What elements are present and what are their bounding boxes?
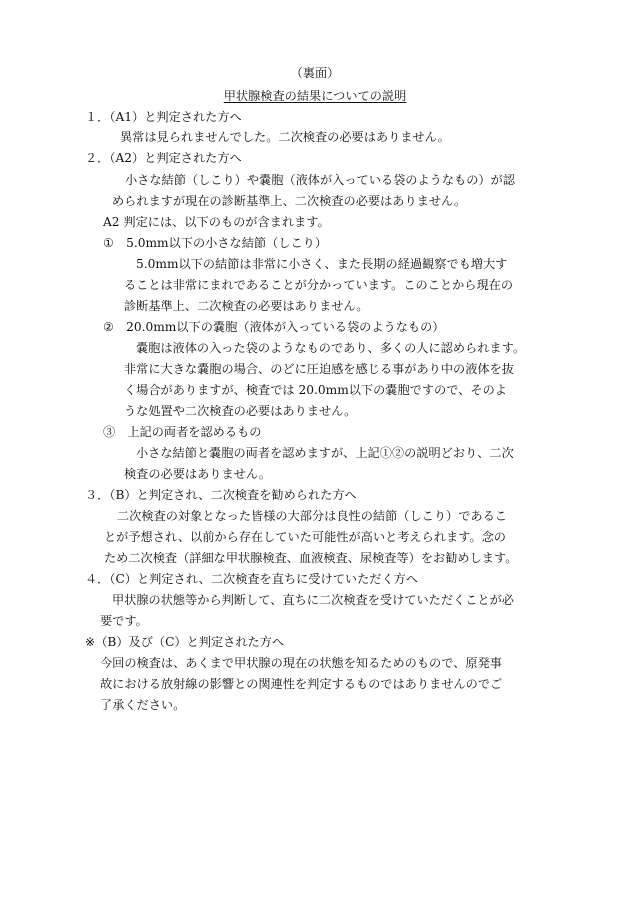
section-2-body-line: 小さな結節（しこり）や嚢胞（液体が入っている袋のようなもの）が認 — [125, 173, 515, 187]
item-2-body-line: 非常に大きな嚢胞の場合、のどに圧迫感を感じる事があり中の液体を抜 — [124, 362, 514, 376]
section-1-heading: １．（A1）と判定された方へ — [85, 110, 242, 124]
item-1-body-line: 5.0mm以下の結節は非常に小さく、また長期の経過観察でも増大す — [136, 257, 508, 271]
note-heading: ※（B）及び（C）と判定された方へ — [85, 635, 285, 649]
section-2-intro: A2 判定には、以下のものが含まれます。 — [103, 215, 330, 229]
page-side-label: （裏面） — [290, 66, 340, 80]
item-3-body-line: 検査の必要はありません。 — [124, 467, 271, 481]
item-1-body-line: ることは非常にまれであることが分かっています。このことから現在の — [124, 278, 514, 292]
page-title: 甲状腺検査の結果についての説明 — [223, 89, 407, 103]
section-4-body-line: 甲状腺の状態等から判断して、直ちに二次検査を受けていただくことが必 — [112, 593, 514, 607]
item-1-body-line: 診断基準上、二次検査の必要はありません。 — [124, 299, 369, 313]
item-3-body-line: 小さな結節と嚢胞の両者を認めますが、上記①②の説明どおり、二次 — [136, 446, 514, 460]
section-3-body-line: とが予想され、以前から存在していた可能性が高いと考えられます。念の — [104, 530, 506, 544]
section-1-body-line: 異常は見られませんでした。二次検査の必要はありません。 — [120, 130, 450, 144]
section-4-heading: ４．（C）と判定され、二次検査を直ちに受けていただく方へ — [85, 572, 419, 586]
section-3-body-line: 二次検査の対象となった皆様の大部分は良性の結節（しこり）であるこ — [117, 509, 507, 523]
item-2-body-line: うな処置や二次検査の必要はありません。 — [124, 404, 357, 418]
item-3-heading: ③ 上記の両者を認めるもの — [103, 425, 262, 439]
section-4-body-line: 要です。 — [100, 614, 148, 628]
item-1-heading: ① 5.0mm以下の小さな結節（しこり） — [103, 236, 328, 250]
item-2-body-line: 嚢胞は液体の入った袋のようなものであり、多くの人に認められます。 — [136, 341, 526, 355]
section-2-heading: ２．（A2）と判定された方へ — [85, 151, 242, 165]
note-body-line: 今回の検査は、あくまで甲状腺の現在の状態を知るためのもので、原発事 — [100, 656, 502, 670]
section-3-heading: ３．（B）と判定され、二次検査を勧められた方へ — [85, 488, 357, 502]
section-2-body-line: められますが現在の診断基準上、二次検査の必要はありません。 — [112, 194, 467, 208]
item-2-heading: ② 20.0mm以下の嚢胞（液体が入っている袋のようなもの） — [103, 320, 445, 334]
note-body-line: 故における放射線の影響との関連性を判定するものではありませんのでご — [100, 677, 503, 691]
note-body-line: 了承ください。 — [100, 698, 186, 712]
item-2-body-line: く場合がありますが、検査では 20.0mm以下の嚢胞ですので、そのよ — [124, 383, 507, 397]
section-3-body-line: ため二次検査（詳細な甲状腺検査、血液検査、尿検査等）をお勧めします。 — [104, 551, 518, 565]
